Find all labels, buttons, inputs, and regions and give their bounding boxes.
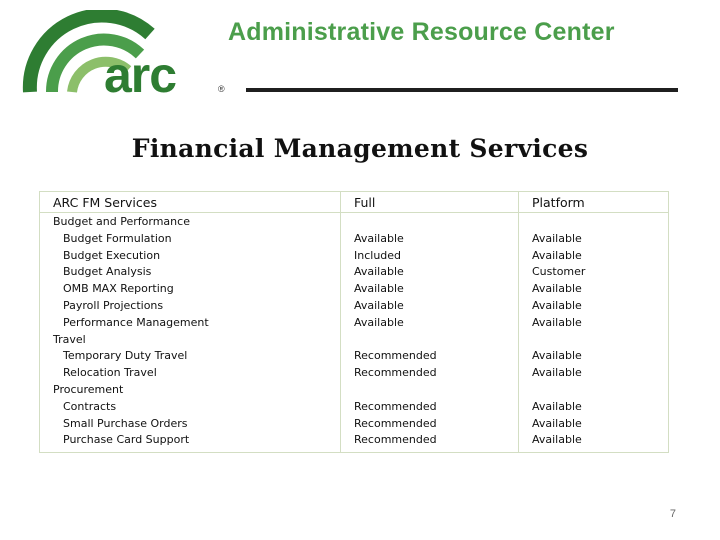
list-item: Small Purchase Orders — [63, 416, 188, 430]
full-value: Recommended — [354, 416, 437, 430]
header-full: Full — [341, 192, 519, 213]
full-value: Available — [354, 315, 404, 329]
full-value: Recommended — [354, 433, 437, 447]
full-value: Included — [354, 248, 402, 262]
full-value: Available — [354, 231, 404, 245]
registered-mark: ® — [218, 84, 225, 94]
table-header-row — [40, 192, 669, 213]
page-number: 7 — [669, 508, 676, 520]
platform-value: Available — [532, 366, 582, 380]
platform-value: Available — [532, 248, 582, 262]
platform-value: Available — [532, 349, 582, 363]
section-budget: Budget and Performance — [53, 215, 190, 228]
platform-value: Customer — [532, 265, 586, 279]
list-item: Contracts — [63, 399, 117, 413]
platform-value: Available — [532, 315, 582, 329]
list-item: OMB MAX Reporting — [63, 282, 174, 296]
header-services: ARC FM Services — [40, 192, 341, 213]
list-item: Budget Execution — [63, 248, 161, 262]
list-item: Budget Formulation — [63, 231, 172, 245]
list-item: Performance Management — [63, 315, 209, 329]
full-value: Available — [354, 298, 404, 312]
platform-value: Available — [532, 298, 582, 312]
platform-value: Available — [532, 416, 582, 430]
services-table — [39, 191, 669, 453]
full-value: Recommended — [354, 399, 437, 413]
platform-column — [519, 213, 669, 453]
services-column — [40, 213, 341, 453]
section-procurement: Procurement — [53, 382, 124, 396]
page-title: Financial Management Services — [131, 134, 589, 163]
full-value: Recommended — [354, 366, 437, 380]
platform-value: Available — [532, 282, 582, 296]
logo-text: arc — [104, 47, 177, 98]
header-title: Administrative Resource Center — [228, 18, 615, 46]
section-travel: Travel — [53, 332, 86, 346]
list-item: Budget Analysis — [63, 265, 152, 279]
arc-logo — [22, 10, 232, 98]
list-item: Payroll Projections — [63, 298, 164, 312]
platform-value: Available — [532, 433, 582, 447]
header-platform: Platform — [519, 192, 669, 213]
platform-value: Available — [532, 231, 582, 245]
list-item: Purchase Card Support — [63, 433, 190, 447]
header-rule — [246, 88, 678, 92]
full-column — [341, 213, 519, 453]
list-item: Relocation Travel — [63, 366, 157, 380]
full-value: Available — [354, 265, 404, 279]
full-value: Available — [354, 282, 404, 296]
list-item: Temporary Duty Travel — [63, 349, 188, 363]
platform-value: Available — [532, 399, 582, 413]
table-body-row — [40, 213, 669, 453]
full-value: Recommended — [354, 349, 437, 363]
